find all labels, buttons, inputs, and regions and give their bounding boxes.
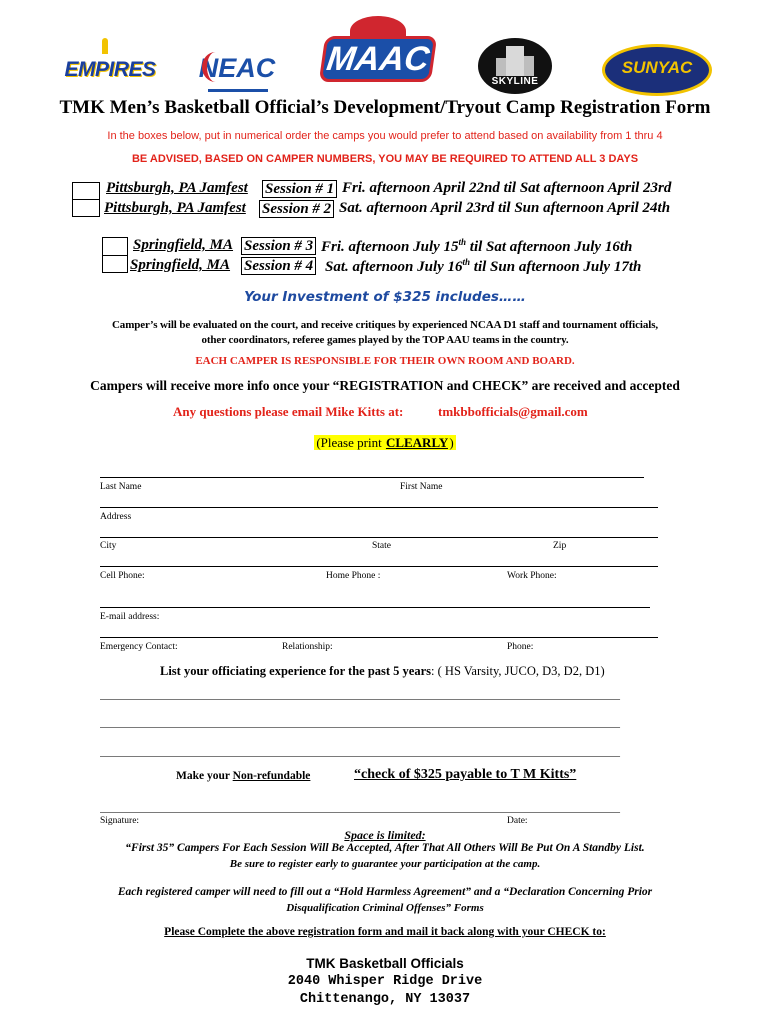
space-limited-heading: Space is limited: [344, 828, 426, 842]
campers-info: Campers will receive more info once your “REGISTRATION and CHECK” are received and accepted [90, 378, 680, 393]
session-location: Springfield, MA [130, 257, 231, 273]
emergency-contact-label: Emergency Contact: [100, 642, 178, 652]
session-dates: Fri. afternoon April 22nd til Sat afternoon April 23rd [342, 180, 672, 196]
room-board-notice: EACH CAMPER IS RESPONSIBLE FOR THEIR OWN ROOM AND BOARD. [195, 355, 575, 367]
evaluation-line-2: other coordinators, referee games played by the TOP AAU teams in the country. [201, 334, 569, 346]
payment-note-pre: Make your [176, 770, 233, 782]
empires-logo-text: EMPIRES [64, 58, 156, 81]
state-label: State [372, 541, 391, 551]
session-dates-end: til Sat afternoon July 16th [466, 239, 633, 255]
evaluation-line-1: Camper’s will be evaluated on the court, and receive critiques by experienced NCAA D1 staff and tournament officials, [111, 319, 659, 331]
emergency-line[interactable] [100, 637, 658, 638]
highlighted-note [314, 435, 455, 450]
empires-logo [64, 50, 156, 90]
city-label: City [100, 541, 117, 551]
sunyac-logo [602, 44, 712, 96]
instruction-text: In the boxes below, put in numerical order the camps you would prefer to attend based on availability from 1 thru 4 [107, 130, 663, 142]
print-note-bold: CLEARLY [385, 435, 449, 450]
cell-phone-label: Cell Phone: [100, 571, 145, 581]
session-number: Session # 3 [241, 237, 316, 255]
print-note-post: ) [449, 435, 454, 450]
email-label: E-mail address: [100, 612, 160, 622]
non-refundable-text: Non-refundable [232, 770, 311, 782]
check-payable-note: “check of $325 payable to T M Kitts” [354, 767, 577, 782]
session-number: Session # 2 [259, 200, 334, 218]
advisory-text: BE ADVISED, BASED ON CAMPER NUMBERS, YOU MAY BE REQUIRED TO ATTEND ALL 3 DAYS [131, 153, 639, 165]
mailing-address-name: TMK Basketball Officials [306, 956, 464, 971]
questions-text: Any questions please email Mike Kitts at: [173, 404, 404, 419]
relationship-label: Relationship: [282, 642, 333, 652]
first-35-notice: “First 35” Campers For Each Session Will Be Accepted, After That All Others Will Be Put On A Standby List. [125, 842, 645, 854]
session-dates-end: til Sun afternoon July 17th [470, 259, 642, 275]
ordinal-suffix: th [462, 257, 471, 267]
session-2-rank-box[interactable] [72, 199, 100, 217]
building-icon [524, 56, 534, 76]
home-phone-label: Home Phone : [326, 571, 381, 581]
register-early-notice: Be sure to register early to guarantee your participation at the camp. [229, 858, 541, 870]
ordinal-suffix: th [458, 237, 467, 247]
first-name-label: First Name [400, 482, 443, 492]
mail-instructions: Please Complete the above registration form and mail it back along with your CHECK to: [164, 926, 606, 938]
session-location: Springfield, MA [133, 237, 234, 253]
torch-icon [102, 38, 108, 54]
payment-note [176, 770, 310, 782]
experience-prompt [160, 664, 605, 679]
mailing-address-city: Chittenango, NY 13037 [299, 992, 471, 1007]
session-dates-start: Sat. afternoon July 16 [325, 259, 463, 275]
session-location: Pittsburgh, PA Jamfest [106, 180, 248, 196]
address-line[interactable] [100, 507, 658, 508]
mailing-address-street: 2040 Whisper Ridge Drive [287, 974, 483, 989]
session-number: Session # 1 [262, 180, 337, 198]
signature-line[interactable]: ________________________________________________________________________________________________________ [100, 803, 620, 814]
experience-line-3[interactable]: ________________________________________________________________________________________________________ [100, 747, 620, 758]
experience-prompt-bold: List your officiating experience for the past 5 years [160, 664, 432, 678]
session-dates-start: Fri. afternoon July 15 [321, 239, 459, 255]
address-label: Address [100, 512, 132, 522]
investment-heading: Your Investment of $325 includes…… [244, 289, 526, 305]
last-name-label: Last Name [100, 482, 142, 492]
tower-icon [506, 46, 524, 76]
session-dates [325, 257, 641, 276]
sunyac-logo-text: SUNYAC [621, 58, 693, 77]
session-location: Pittsburgh, PA Jamfest [104, 200, 246, 216]
evaluation-text [0, 318, 770, 348]
date-label: Date: [507, 816, 528, 826]
experience-line-2[interactable]: ________________________________________________________________________________________________________ [100, 718, 620, 729]
experience-line-1[interactable]: ________________________________________________________________________________________________________ [100, 690, 620, 701]
zip-label: Zip [553, 541, 567, 551]
phone-label: Phone: [507, 642, 534, 652]
session-dates: Sat. afternoon April 23rd til Sun afternoon April 24th [339, 200, 671, 216]
name-line[interactable] [100, 477, 644, 478]
disqualification-notice: Disqualification Criminal Offenses” Forms [286, 902, 484, 914]
session-dates [321, 237, 632, 256]
experience-prompt-levels: : ( HS Varsity, JUCO, D3, D2, D1) [431, 664, 605, 678]
session-4-rank-box[interactable] [102, 255, 128, 273]
contact-email[interactable]: tmkbbofficials@gmail.com [438, 404, 588, 419]
neac-logo-text: NEAC [198, 52, 276, 83]
maac-logo-text: MAAC [319, 36, 437, 82]
form-title: TMK Men’s Basketball Official’s Development/Tryout Camp Registration Form [59, 97, 711, 118]
session-3-rank-box[interactable] [102, 237, 128, 256]
work-phone-label: Work Phone: [507, 571, 557, 581]
session-number: Session # 4 [241, 257, 316, 275]
maac-logo [322, 10, 434, 92]
print-clearly-note [0, 434, 770, 452]
swoosh-icon [202, 52, 229, 82]
hold-harmless-notice: Each registered camper will need to fill out a “Hold Harmless Agreement” and a “Declaration Concerning Prior [117, 886, 653, 898]
skyline-logo [478, 38, 552, 94]
neac-underline [208, 89, 268, 92]
building-icon [496, 58, 506, 76]
session-1-rank-box[interactable] [72, 182, 100, 200]
signature-label: Signature: [100, 816, 140, 826]
print-note-pre: (Please print [316, 435, 385, 450]
city-state-zip-line[interactable] [100, 537, 658, 538]
skyline-logo-text: SKYLINE [491, 76, 539, 87]
phone-line[interactable] [100, 566, 658, 567]
neac-logo [200, 42, 274, 94]
email-line[interactable] [100, 607, 650, 608]
